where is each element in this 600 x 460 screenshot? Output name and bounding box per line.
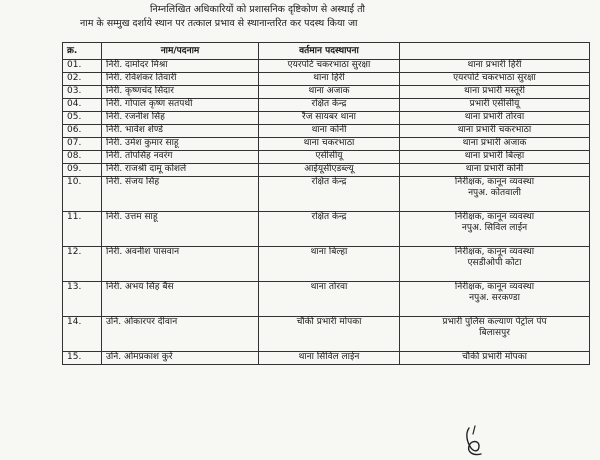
cell-current-posting — [259, 112, 400, 125]
table-row — [63, 282, 590, 317]
cell-current-posting — [259, 73, 400, 86]
cell-serial — [63, 164, 102, 177]
intro-line-1: निम्नलिखित अधिकारियों को प्रशासनिक दृष्टिकोण से अस्थाई तौ — [150, 4, 365, 15]
cell-new-posting — [400, 177, 590, 212]
cell-current-posting-text: रक्षित केन्द्र — [311, 212, 347, 222]
table-row — [63, 317, 590, 352]
table-row — [63, 164, 590, 177]
table-row — [63, 73, 590, 86]
cell-new-posting-text: थाना प्रभारी कोनी — [465, 164, 524, 174]
cell-serial-text: 04. — [67, 99, 82, 109]
cell-serial-text: 10. — [67, 177, 82, 187]
cell-name — [102, 86, 259, 99]
cell-name — [102, 60, 259, 73]
cell-serial-text: 11. — [67, 212, 82, 222]
cell-new-posting-text: प्रभारी पुलिस कल्याण पेट्रोल पंप — [442, 317, 547, 327]
cell-serial — [63, 86, 102, 99]
cell-serial — [63, 151, 102, 164]
cell-new-posting-line2: नपुअ. सिविल लाईन — [461, 223, 528, 233]
cell-serial — [63, 177, 102, 212]
cell-current-posting — [259, 177, 400, 212]
cell-new-posting-text: निरीक्षक, कानून व्यवस्था — [454, 282, 535, 292]
cell-name — [102, 164, 259, 177]
intro-line-2: नाम के सम्मुख दर्शाये स्थान पर तत्काल प्रभाव से स्थानान्तरित कर पदस्थ किया जा — [80, 18, 358, 29]
cell-serial-text: 12. — [67, 247, 82, 257]
cell-serial — [63, 247, 102, 282]
cell-serial — [63, 352, 102, 365]
cell-current-posting — [259, 317, 400, 352]
cell-new-posting-text: एयरपोर्ट चकरभाठा सुरक्षा — [453, 73, 536, 83]
cell-name-text: निरी. उमेश कुमार साहू — [106, 138, 179, 148]
cell-name — [102, 138, 259, 151]
cell-current-posting-text: थाना अजाक — [308, 86, 350, 96]
cell-name — [102, 247, 259, 282]
cell-name — [102, 282, 259, 317]
signature — [455, 424, 495, 458]
table-row — [63, 212, 590, 247]
cell-name-text: निरी. राजश्री दामू कोशले — [106, 164, 187, 174]
cell-new-posting — [400, 125, 590, 138]
table-row — [63, 60, 590, 73]
table-row — [63, 352, 590, 365]
cell-serial-text: 01. — [67, 60, 82, 70]
cell-current-posting — [259, 247, 400, 282]
cell-current-posting-text: थाना चकरभाठा — [303, 138, 355, 148]
cell-new-posting-line2: नपुअ. सरकण्डा — [469, 293, 520, 303]
header-serial: क्र. — [63, 43, 102, 60]
cell-current-posting-text: एयरपोर्ट चकरभाठा सुरक्षा — [287, 60, 371, 70]
cell-name-text: निरी. तोपसिंह नवरंग — [106, 151, 173, 161]
cell-current-posting-text: एसीसीयू — [315, 151, 343, 161]
cell-name-text: निरी. भावेश शेण्डे — [106, 125, 163, 135]
cell-current-posting-text: रक्षित केन्द्र — [311, 99, 347, 109]
table-row — [63, 86, 590, 99]
cell-name — [102, 151, 259, 164]
table-row — [63, 112, 590, 125]
cell-new-posting — [400, 352, 590, 365]
cell-current-posting — [259, 352, 400, 365]
cell-serial-text: 14. — [67, 317, 82, 327]
cell-name-text: निरी. संजय सिंह — [106, 177, 160, 187]
cell-serial — [63, 112, 102, 125]
cell-serial — [63, 60, 102, 73]
cell-new-posting-text: चौकी प्रभारी मोपका — [462, 352, 527, 362]
cell-serial — [63, 125, 102, 138]
cell-new-posting-text: थाना प्रभारी हिर्री — [467, 60, 522, 70]
cell-new-posting-text: थाना प्रभारी मस्तूरी — [464, 86, 525, 96]
cell-serial — [63, 317, 102, 352]
cell-new-posting — [400, 112, 590, 125]
cell-current-posting — [259, 60, 400, 73]
cell-new-posting — [400, 60, 590, 73]
cell-current-posting — [259, 282, 400, 317]
cell-current-posting-text: आईयूसीएडब्ल्यू — [304, 164, 354, 174]
table-row — [63, 151, 590, 164]
cell-new-posting-text: थाना प्रभारी बिल्हा — [464, 151, 525, 161]
cell-name-text: निरी. रजनीश सिंह — [106, 112, 165, 122]
cell-serial-text: 07. — [67, 138, 82, 148]
cell-serial-text: 06. — [67, 125, 82, 135]
cell-new-posting-line2: बिलासपुर — [479, 328, 510, 338]
cell-serial-text: 08. — [67, 151, 82, 161]
cell-new-posting-text: थाना प्रभारी तोरवा — [464, 112, 525, 122]
table-row — [63, 138, 590, 151]
transfer-table — [62, 42, 590, 365]
cell-name — [102, 112, 259, 125]
cell-name — [102, 212, 259, 247]
cell-new-posting — [400, 317, 590, 352]
cell-current-posting-text: थाना बिल्हा — [310, 247, 348, 257]
cell-new-posting-text: थाना प्रभारी अजाक — [462, 138, 527, 148]
header-current-posting: वर्तमान पदस्थापना — [259, 43, 400, 60]
cell-name-text: निरी. अभय सिंह बैस — [106, 282, 174, 292]
cell-current-posting-text: थाना तोरवा — [310, 282, 348, 292]
cell-name-text: निरी. उत्तम साहू — [106, 212, 158, 222]
cell-current-posting — [259, 164, 400, 177]
cell-current-posting-text: थाना कोनी — [311, 125, 347, 135]
cell-new-posting — [400, 73, 590, 86]
cell-name-text: उनि. ओंकारपर दीवान — [106, 317, 178, 327]
cell-name-text: निरी. दामोदर मिश्रा — [106, 60, 168, 70]
cell-new-posting — [400, 164, 590, 177]
cell-name — [102, 73, 259, 86]
cell-current-posting-text: रैंज सायबर थाना — [302, 112, 356, 122]
cell-serial-text: 09. — [67, 164, 82, 174]
cell-new-posting — [400, 282, 590, 317]
cell-new-posting — [400, 86, 590, 99]
cell-serial — [63, 212, 102, 247]
cell-new-posting-text: निरीक्षक, कानून व्यवस्था — [454, 177, 535, 187]
header-name: नाम/पदनाम — [102, 43, 259, 60]
table-row — [63, 99, 590, 112]
cell-name — [102, 125, 259, 138]
cell-serial — [63, 138, 102, 151]
cell-current-posting-text: चौकी प्रभारी मोपका — [296, 317, 362, 327]
cell-new-posting-text: निरीक्षक, कानून व्यवस्था — [454, 212, 535, 222]
cell-serial — [63, 282, 102, 317]
table-row — [63, 125, 590, 138]
cell-new-posting — [400, 212, 590, 247]
cell-serial-text: 15. — [67, 352, 82, 362]
cell-current-posting — [259, 212, 400, 247]
cell-new-posting — [400, 99, 590, 112]
cell-name-text: निरी. कृष्णचंद सिदार — [106, 86, 174, 96]
cell-serial-text: 13. — [67, 282, 82, 292]
cell-name-text: निरी. रविशंकर तिवारी — [106, 73, 177, 83]
cell-serial-text: 03. — [67, 86, 82, 96]
cell-serial — [63, 73, 102, 86]
cell-name — [102, 352, 259, 365]
cell-current-posting — [259, 138, 400, 151]
cell-name — [102, 317, 259, 352]
cell-name — [102, 177, 259, 212]
cell-name — [102, 99, 259, 112]
cell-new-posting — [400, 151, 590, 164]
header-new-posting — [400, 43, 590, 60]
cell-serial-text: 02. — [67, 73, 82, 83]
table-header-row — [63, 43, 590, 60]
cell-new-posting — [400, 247, 590, 282]
table-row — [63, 177, 590, 212]
cell-current-posting — [259, 99, 400, 112]
cell-serial — [63, 99, 102, 112]
cell-current-posting — [259, 86, 400, 99]
cell-new-posting-text: निरीक्षक, कानून व्यवस्था — [454, 247, 535, 257]
table-row — [63, 247, 590, 282]
cell-name-text: निरी. अवनीश पासवान — [106, 247, 180, 257]
cell-current-posting — [259, 151, 400, 164]
cell-current-posting-text: थाना सिविल लाईन — [298, 352, 360, 362]
cell-current-posting-text: रक्षित केन्द्र — [311, 177, 347, 187]
cell-new-posting-line2: नपुअ. कोतवाली — [468, 188, 521, 198]
cell-serial-text: 05. — [67, 112, 82, 122]
cell-new-posting-line2: एसडीओपी कोटा — [467, 258, 522, 268]
cell-current-posting-text: थाना हिर्री — [313, 73, 345, 83]
cell-name-text: निरी. गोपाल कृष्ण सतपथी — [106, 99, 193, 109]
cell-name-text: उनि. ओमप्रकाश कुर्रे — [106, 352, 173, 362]
cell-new-posting-text: प्रभारी एसीसीयू — [469, 99, 520, 109]
cell-new-posting-text: थाना प्रभारी चकरभाठा — [457, 125, 532, 135]
cell-new-posting — [400, 138, 590, 151]
cell-current-posting — [259, 125, 400, 138]
